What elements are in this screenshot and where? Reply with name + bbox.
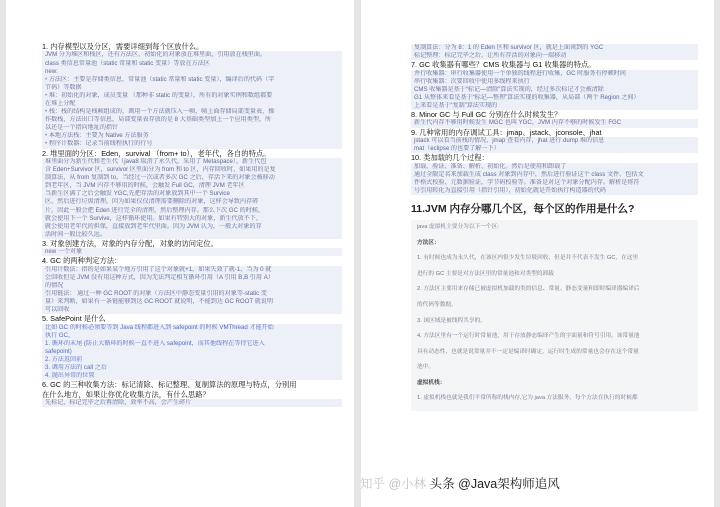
answer-paragraph: 池中。 bbox=[417, 364, 435, 371]
answer-line: 执行 GC， bbox=[42, 332, 342, 340]
watermark-text: 头条 @Java架构师追风 bbox=[429, 477, 560, 491]
answer-line: 以还是一个指向地址的指针 bbox=[42, 124, 342, 132]
answer-line: 当新生区满了之后会触发 YGC,先把存活的对象放到其中一个 Survice bbox=[42, 190, 342, 198]
left-document-page bbox=[6, 0, 354, 507]
answer-line: 并行收集器：串行收集器使用一个单独的线程进行收集，GC 时服务有停顿时间 bbox=[411, 70, 698, 78]
question-heading: 1. 内存模型以及分区，需要详细到每个区放什么。 bbox=[42, 42, 204, 51]
answer-paragraph: 1. 虚拟机栈也就是我们平常所称的栈内存,它为 java 方法服务，每个方法在执行的时候都 bbox=[417, 395, 638, 402]
answer-line: JVM 分为堆区和栈区，还有方法区，初始化的对象放在堆里面，引用放在栈里面， bbox=[42, 51, 342, 59]
answer-line: new 一个对象 bbox=[42, 248, 342, 256]
answer-paragraph: 3. 该区域是被线程共享的。 bbox=[417, 317, 486, 324]
question-heading: 6. GC 的三种收集方法：标记清除、标记整理、复制算法的原理与特点，分别用 bbox=[42, 380, 297, 390]
answer-line: new: bbox=[42, 68, 342, 76]
right-document-page bbox=[361, 0, 714, 507]
watermark-faint-text: 知乎 @小林 bbox=[360, 477, 427, 491]
answer-line: class 类信息常量池（static 常量和 static 变量）等放在方法区 bbox=[42, 60, 342, 68]
question-heading: 在什么地方，如果让你优化收集方法，有什么思路？ bbox=[42, 389, 210, 399]
answer-line: • 程序计数器：记录当前线程执行的行号 bbox=[42, 140, 342, 148]
answer-line: 比如 GC 的时候必须要等到 Java 线程都进入到 safepoint 的时候 VMThread 才能开始 bbox=[42, 324, 342, 332]
answer-line: • 堆：初始化的对象，成员变量 （那种非 static 的变量），所有的对象实例和数组都要 bbox=[42, 92, 342, 100]
answer-paragraph: 具有动态性，也就是说常量并不一定是编译时确定，运行时生成的常量也会存在这个常量 bbox=[417, 348, 639, 355]
answer-line: 2. 方法返回前 bbox=[42, 356, 342, 364]
answer-line: 引用链法： 通过一种 GC ROOT 的对象（方法区中静态变量引用的对象等-static 变 bbox=[42, 290, 342, 298]
question-heading: 10. 类加载的几个过程： bbox=[411, 153, 489, 163]
answer-line: 先标记，标记完毕之后再清除，效率不高，会产生碎片 bbox=[42, 399, 342, 407]
answer-subheading: 方法区： bbox=[417, 239, 440, 246]
answer-line: safepoint) bbox=[42, 348, 342, 356]
answer-line: 堆里面分为新生代和老生代（java8 取消了永久代，采用了 Metaspace），新生代包 bbox=[42, 158, 342, 166]
answer-line: 加载、验证、准备、解析、初始化。然后是使用和卸载了 bbox=[411, 163, 698, 171]
answer-line: 节码）等数据 bbox=[42, 84, 342, 92]
question-heading: 8. Minor GC 与 Full GC 分别在什么时候发生？ bbox=[411, 110, 562, 120]
answer-line: 号引用转化为直接引用（指针引用），初始化就是开始执行构造器的代码 bbox=[411, 187, 698, 195]
answer-line: 的情况 bbox=[42, 282, 342, 290]
answer-line: 串行收集器：次要回收中使用多线程来执行 bbox=[411, 78, 698, 86]
question-heading: 5. SafePoint 是什么 bbox=[42, 314, 106, 324]
answer-line: 新生代内存不够用时候发生 MGC 也叫 YGC，JVM 内存不够的时候发生 FGC bbox=[411, 119, 698, 127]
answer-paragraph: java 虚拟机主要分为以下一个区: bbox=[417, 223, 499, 230]
question-heading: 2. 堆里面的分区：Eden，survival （from+ to），老年代，各自的特点。 bbox=[42, 148, 271, 158]
answer-paragraph: 1. 有时候也成为永久代，在该区内很少发生垃圾回收，但是并不代表不发生 GC，在这里 bbox=[417, 255, 639, 262]
jvm-memory-answer-panel bbox=[411, 220, 698, 411]
question-heading: 3. 对象创建方法，对象的内存分配，对象的访问定位。 bbox=[42, 238, 218, 248]
answer-line: 就会使用老年代的担保，直接放到老年代里面。因为 JVM 认为，一般大对象的存 bbox=[42, 223, 342, 231]
section-heading: 11.JVM 内存分哪几个区，每个区的作用是什么? bbox=[411, 202, 635, 215]
answer-line: 片，因此一般会把 Eden 进行完全的清理，然后整理内存。那么下次 GC 的时候， bbox=[42, 207, 342, 215]
answer-line: 上来看是基于“复制”算法实现的 bbox=[411, 102, 698, 110]
answer-line: • 方法区：主要是存储类信息，常量池（static 常量和 static 变量），编译后的代码（字 bbox=[42, 76, 342, 84]
answer-line: 引用计数法：指的是如果某个地方引用了这个对象就+1，如果失效了就-1，当为 0 就 bbox=[42, 266, 342, 274]
answer-line: 制算法，从 from 复制到 to，当经过一次或者多次 GC 之后，存活下来的对象会被移动 bbox=[42, 174, 342, 182]
answer-line: jstack 可以看当前栈的情况，jmap 查看内存，jhat 进行 dump 堆的信息 bbox=[411, 137, 698, 145]
answer-line: 区，然后进行垃圾清理。因为如果仅仅清理需要删除的对象，这样会导致内存碎 bbox=[42, 198, 342, 206]
answer-line: 会回收但是 JVM 没有用这种方式，因为无法判定相互循环引用（A 引用 B,B 引用 A） bbox=[42, 274, 342, 282]
answer-line: 通过全限定名来加载生成 class 对象到内存中，然后进行验证这个 class 文件，包括文 bbox=[411, 171, 698, 179]
answer-line: 作数栈，方法出口等信息，局部变量表存放的是 8 大基础类型加上一个应用类型，所 bbox=[42, 116, 342, 124]
answer-line: 复制算法：分为 8：1 的 Eden 区和 survivor 区，就是上面谈到的 YGC bbox=[411, 44, 698, 52]
answer-paragraph: 2. 方法区主要用来存储已被虚拟机加载的类的信息、常量、静态变量和即时编译器编译后 bbox=[417, 286, 640, 293]
answer-line: 就会使用下一个 Survive，这样循环使用。如果有特别大的对象，新生代放不下， bbox=[42, 215, 342, 223]
answer-line: G1 从整体来看是基于“标记—整理”算法实现的收集器，从局部（两个 Region 之间） bbox=[411, 94, 698, 102]
answer-paragraph: 的代码等数据。 bbox=[417, 301, 457, 308]
answer-line: mat（eclipse 的也要了解一下） bbox=[411, 145, 698, 153]
question-heading: 7. GC 收集器有哪些？CMS 收集器与 G1 收集器的特点。 bbox=[411, 60, 596, 70]
question-heading: 9. 几种常用的内存调试工具：jmap、jstack、jconsole、jhat bbox=[411, 127, 602, 137]
answer-line: 含 Eden+Survivor 区，survivor 区里面分为 from 和 to 区，内存回收时，如果用的是复 bbox=[42, 166, 342, 174]
right-qa-list bbox=[411, 44, 698, 195]
answer-line: 在堆上分配 bbox=[42, 100, 342, 108]
answer-line: • 本地方法栈：主要为 Native 方法服务 bbox=[42, 132, 342, 140]
answer-line: 量）来判断，如果有一条链能够到达 GC ROOT 就说明，不能到达 GC ROOT 就说明 bbox=[42, 298, 342, 306]
answer-line: 件格式校验、元数据验证，字节码校验等。准备是对这个对象分配内存。解析是将符 bbox=[411, 179, 698, 187]
question-heading: 4. GC 的两种判定方法： bbox=[42, 256, 122, 266]
watermark bbox=[360, 474, 700, 492]
answer-line: 可以回收 bbox=[42, 306, 342, 314]
answer-line: 4. 抛出异常的位置 bbox=[42, 372, 342, 380]
answer-paragraph: 进行的 GC 主要是对方法区里的常量池和对类型的卸载 bbox=[417, 270, 554, 277]
answer-paragraph: 4. 方法区里有一个运行时常量池，用于存放静态编译产生的字面量和符号引用。该常量池 bbox=[417, 333, 640, 340]
answer-line: 活时间一般比较久远。 bbox=[42, 231, 342, 239]
answer-subheading: 虚拟机栈： bbox=[417, 379, 446, 386]
answer-line: 1. 循环的末尾 (防止大循环的时候一直不进入 safepoint，而其他线程在等待它进入 bbox=[42, 340, 342, 348]
answer-line: 3. 调用方法的 call 之后 bbox=[42, 364, 342, 372]
answer-line: 标记整理：标记完毕之后，让所有存活的对象向一端移动 bbox=[411, 52, 698, 60]
answer-line: CMS 收集器是基于“标记—清除”算法实现的，经过多次标记才会被清除 bbox=[411, 86, 698, 94]
answer-line: • 栈：栈的结构是栈帧组成的，调用一个方法就压入一帧，帧上面存储局部变量表，操 bbox=[42, 108, 342, 116]
answer-line: 到老年区，当 JVM 内存不够用的时候，会触发 Full GC，清理 JVM 老年区 bbox=[42, 182, 342, 190]
